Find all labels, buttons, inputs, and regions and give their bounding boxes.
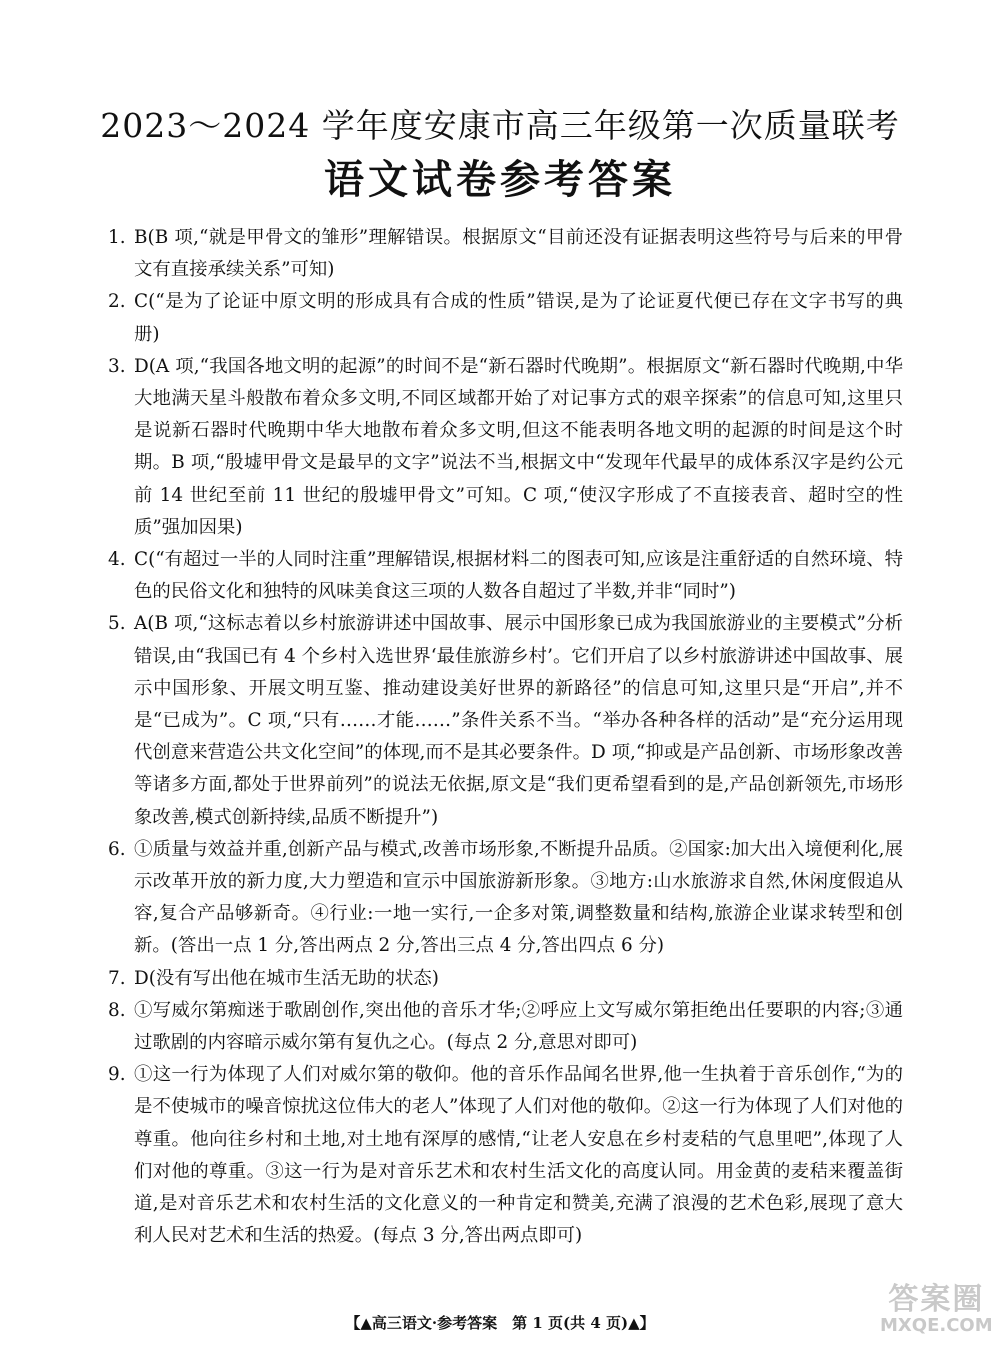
answer-item — [108, 222, 903, 286]
answer-text: D(没有写出他在城市生活无助的状态) — [134, 967, 439, 989]
answer-text: B(B 项,“就是甲骨文的雏形”理解错误。根据原文“目前还没有证据表明这些符号与后来的甲骨文有直接承续关系”可知) — [134, 227, 903, 281]
answer-item — [108, 608, 903, 833]
answer-text: ①写威尔第痴迷于歌剧创作,突出他的音乐才华;②呼应上文写威尔第拒绝出任要职的内容;③通过歌剧的内容暗示威尔第有复仇之心。(每点 2 分,意思对即可) — [134, 999, 903, 1054]
watermark-text-en: MXQE.COM — [880, 1315, 993, 1336]
document-title: 语文试卷参考答案 — [324, 156, 676, 203]
answer-number: 2. — [108, 291, 126, 313]
answer-number: 5. — [108, 613, 126, 635]
answer-item — [108, 286, 903, 350]
answer-item — [108, 995, 903, 1059]
answer-number: 8. — [108, 999, 126, 1021]
answer-item — [108, 1059, 903, 1252]
answer-number: 3. — [108, 355, 126, 377]
exam-title: 2023～2024 学年度安康市高三年级第一次质量联考 — [100, 106, 900, 145]
answer-list — [108, 222, 903, 1253]
answer-text: ①这一行为体现了人们对威尔第的敬仰。他的音乐作品闻名世界,他一生执着于音乐创作,“为的是不使城市的噪音惊扰这位伟大的老人”体现了人们对他的敬仰。②这一行为体现了人们对他的尊重。他向往乡村和土地,对土地有深厚的感情,“让老人安息在乡村麦秸的气息里吧”,体现了人们对他的尊重。③这一行为是对音乐艺术和农村生活文化的高度认同。用金黄的麦秸来覆盖街道,是对音乐艺术和农村生活的文化意义的一种肯定和赞美,充满了浪漫的艺术色彩,展现了意大利人民对艺术和生活的热爱。(每点 3 分,答出两点即可) — [134, 1064, 903, 1247]
answer-text: A(B 项,“这标志着以乡村旅游讲述中国故事、展示中国形象已成为我国旅游业的主要模式”分析错误,由“我国已有 4 个乡村入选世界‘最佳旅游乡村’。它们开启了以乡村旅游讲述中国故事、展示中国形象、开展文明互鉴、推动建设美好世界的新路径”的信息可知,这里只是“开启”,并不是“已成为”。C 项,“只有……才能……”条件关系不当。“举办各种各样的活动”是“充分运用现代创意来营造公共文化空间”的体现,而不是其必要条件。D 项,“抑或是产品创新、市场形象改善等诸多方面,都处于世界前列”的说法无依据,原文是“我们更希望看到的是,产品创新领先,市场形象改善,模式创新持续,品质不断提升”) — [134, 613, 903, 828]
page-footer: 【▲高三语文·参考答案 第 1 页(共 4 页)▲】 — [345, 1314, 655, 1332]
answer-item — [108, 544, 903, 608]
answer-item — [108, 351, 903, 544]
answer-number: 4. — [108, 549, 126, 571]
answer-text: D(A 项,“我国各地文明的起源”的时间不是“新石器时代晚期”。根据原文“新石器时代晚期,中华大地满天星斗般散布着众多文明,不同区域都开始了对记事方式的艰辛探索”的信息可知,这里只是说新石器时代晚期中华大地散布着众多文明,但这不能表明各地文明的起源的时间是这个时期。B 项,“殷墟甲骨文是最早的文字”说法不当,根据文中“发现年代最早的成体系汉字是约公元前 14 世纪至前 11 世纪的殷墟甲骨文”可知。C 项,“使汉字形成了不直接表音、超时空的性质”强加因果) — [134, 355, 903, 538]
answer-text: C(“是为了论证中原文明的形成具有合成的性质”错误,是为了论证夏代便已存在文字书写的典册) — [134, 291, 903, 345]
answer-number: 7. — [108, 967, 126, 989]
watermark-logo — [880, 1282, 993, 1336]
answer-number: 6. — [108, 838, 126, 860]
answer-text: C(“有超过一半的人同时注重”理解错误,根据材料二的图表可知,应该是注重舒适的自然环境、特色的民俗文化和独特的风味美食这三项的人数各自超过了半数,并非“同时”) — [134, 549, 903, 603]
answer-number: 9. — [108, 1064, 126, 1086]
answer-text: ①质量与效益并重,创新产品与模式,改善市场形象,不断提升品质。②国家:加大出入境便利化,展示改革开放的新力度,大力塑造和宣示中国旅游新形象。③地方:山水旅游求自然,休闲度假追从容,复合产品够新奇。④行业:一地一实行,一企多对策,调整数量和结构,旅游企业谋求转型和创新。(答出一点 1 分,答出两点 2 分,答出三点 4 分,答出四点 6 分) — [134, 838, 903, 957]
answer-item — [108, 834, 903, 963]
watermark-text-cn: 答案圈 — [888, 1282, 985, 1317]
answer-item — [108, 963, 903, 995]
answer-number: 1. — [108, 227, 126, 248]
